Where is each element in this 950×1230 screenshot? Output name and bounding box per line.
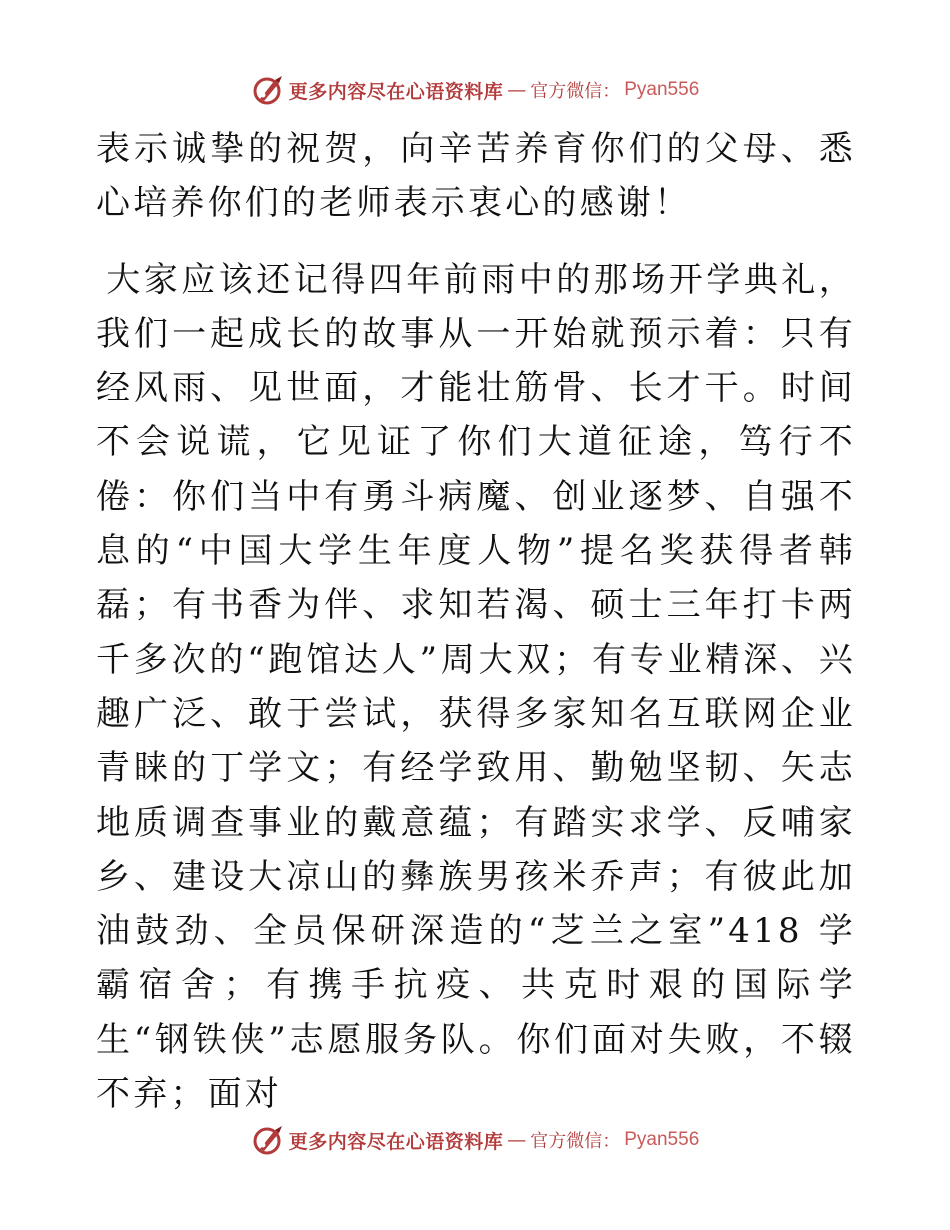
paragraph-1: 表示诚挚的祝贺，向辛苦养育你们的父母、悉心培养你们的老师表示衷心的感谢！ [96,129,856,224]
footer-wechat-label: 官方微信： [530,1131,621,1152]
document-body [96,122,856,1121]
header-separator: — [507,79,527,101]
quill-pen-logo-icon [251,73,285,107]
footer-wechat-id: Pyan556 [624,1129,700,1150]
footer-banner [0,1120,950,1160]
header-wechat-id: Pyan556 [624,79,700,100]
header-wechat-label: 官方微信： [530,81,621,102]
header-banner [0,70,950,110]
paragraph-2: 大家应该还记得四年前雨中的那场开学典礼，我们一起成长的故事从一开始就预示着：只有经风雨、见世面，才能壮筋骨、长才干。时间不会说谎，它见证了你们大道征途，笃行不倦：你们当中有勇斗病魔、创业逐梦、自强不息的“中国大学生年度人物”提名奖获得者韩磊；有书香为伴、求知若渴、硕士三年打卡两千多次的“跑馆达人”周大双；有专业精深、兴趣广泛、敢于尝试，获得多家知名互联网企业青睐的丁学文；有经学致用、勤勉坚韧、矢志地质调查事业的戴意蕴；有踏实求学、反哺家乡、建设大凉山的彝族男孩米乔声；有彼此加油鼓劲、全员保研深造的“芝兰之室”418 学霸宿舍；有携手抗疫、共克时艰的国际学生“钢铁侠”志愿服务队。你们面对失败，不辍不弃；面对 [96,259,856,1115]
quill-pen-logo-icon [251,1123,285,1157]
footer-banner-text: 更多内容尽在心语资料库 [288,1130,504,1153]
header-banner-text: 更多内容尽在心语资料库 [288,80,504,103]
footer-separator: — [507,1129,527,1151]
